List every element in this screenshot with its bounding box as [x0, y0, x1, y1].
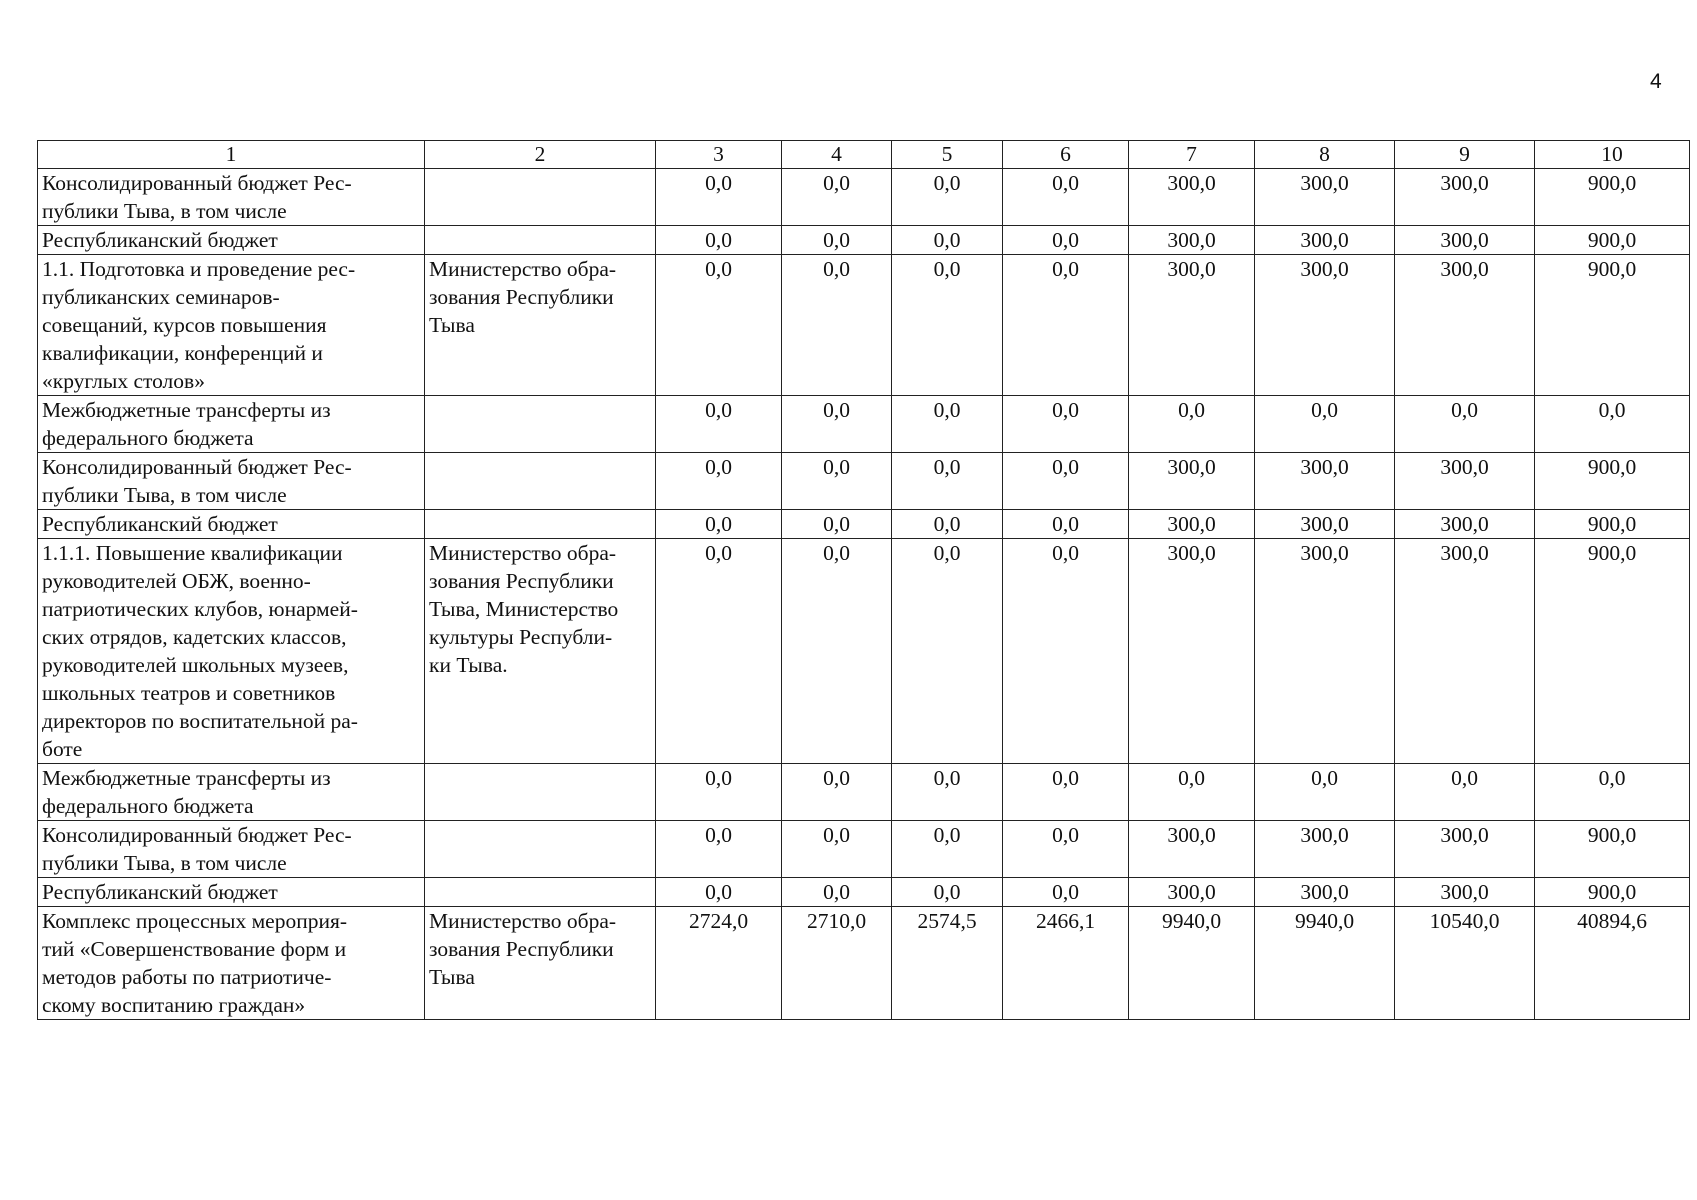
- value-cell-col-3: 0,0: [656, 396, 782, 453]
- value-cell-col-9: 300,0: [1395, 226, 1535, 255]
- value-cell-col-5: 0,0: [892, 255, 1003, 396]
- budget-table: [37, 140, 1690, 1020]
- value-cell-col-10: 900,0: [1535, 169, 1690, 226]
- value-cell-col-8: 300,0: [1255, 821, 1395, 878]
- table-row: [38, 878, 1690, 907]
- value-cell-col-10: 900,0: [1535, 226, 1690, 255]
- value-cell-col-3: 0,0: [656, 510, 782, 539]
- table-row: [38, 907, 1690, 1020]
- value-cell-col-7: 0,0: [1129, 764, 1255, 821]
- value-cell-col-6: 0,0: [1003, 255, 1129, 396]
- row-name-cell: Консолидированный бюджет Рес- публики Тыва, в том числе: [38, 821, 425, 878]
- value-cell-col-10: 900,0: [1535, 453, 1690, 510]
- value-cell-col-9: 300,0: [1395, 821, 1535, 878]
- responsible-cell: [425, 764, 656, 821]
- value-cell-col-3: 0,0: [656, 878, 782, 907]
- value-cell-col-10: 900,0: [1535, 510, 1690, 539]
- value-cell-col-9: 300,0: [1395, 510, 1535, 539]
- value-cell-col-3: 0,0: [656, 821, 782, 878]
- value-cell-col-6: 0,0: [1003, 764, 1129, 821]
- table-row: [38, 764, 1690, 821]
- value-cell-col-9: 0,0: [1395, 764, 1535, 821]
- value-cell-col-8: 0,0: [1255, 764, 1395, 821]
- value-cell-col-3: 0,0: [656, 255, 782, 396]
- column-header-6: 6: [1003, 141, 1129, 169]
- row-name-cell: 1.1. Подготовка и проведение рес- публиканских семинаров- совещаний, курсов повышения квалификации, конференций и «круглых столов»: [38, 255, 425, 396]
- value-cell-col-6: 0,0: [1003, 396, 1129, 453]
- responsible-cell: Министерство обра- зования Республики Тыва, Министерство культуры Республи- ки Тыва.: [425, 539, 656, 764]
- value-cell-col-4: 0,0: [782, 539, 892, 764]
- value-cell-col-9: 0,0: [1395, 396, 1535, 453]
- column-header-3: 3: [656, 141, 782, 169]
- value-cell-col-8: 300,0: [1255, 878, 1395, 907]
- value-cell-col-3: 2724,0: [656, 907, 782, 1020]
- responsible-cell: [425, 878, 656, 907]
- responsible-cell: [425, 821, 656, 878]
- value-cell-col-4: 0,0: [782, 169, 892, 226]
- value-cell-col-9: 10540,0: [1395, 907, 1535, 1020]
- value-cell-col-7: 300,0: [1129, 510, 1255, 539]
- value-cell-col-5: 0,0: [892, 226, 1003, 255]
- table-row: [38, 255, 1690, 396]
- responsible-cell: Министерство обра- зования Республики Тыва: [425, 907, 656, 1020]
- value-cell-col-8: 9940,0: [1255, 907, 1395, 1020]
- value-cell-col-8: 0,0: [1255, 396, 1395, 453]
- row-name-cell: Республиканский бюджет: [38, 226, 425, 255]
- value-cell-col-7: 300,0: [1129, 878, 1255, 907]
- value-cell-col-10: 900,0: [1535, 878, 1690, 907]
- row-name-cell: Межбюджетные трансферты из федерального бюджета: [38, 396, 425, 453]
- value-cell-col-10: 900,0: [1535, 821, 1690, 878]
- row-name-cell: 1.1.1. Повышение квалификации руководителей ОБЖ, военно- патриотических клубов, юнармей- ских отрядов, кадетских классов, руководителей школьных музеев, школьных театров и советников директоров по воспитательной ра- боте: [38, 539, 425, 764]
- value-cell-col-4: 2710,0: [782, 907, 892, 1020]
- value-cell-col-3: 0,0: [656, 226, 782, 255]
- value-cell-col-4: 0,0: [782, 453, 892, 510]
- row-name-cell: Межбюджетные трансферты из федерального бюджета: [38, 764, 425, 821]
- column-header-2: 2: [425, 141, 656, 169]
- column-header-7: 7: [1129, 141, 1255, 169]
- responsible-cell: [425, 453, 656, 510]
- table-row: [38, 821, 1690, 878]
- value-cell-col-5: 0,0: [892, 539, 1003, 764]
- value-cell-col-6: 0,0: [1003, 878, 1129, 907]
- column-header-9: 9: [1395, 141, 1535, 169]
- value-cell-col-7: 9940,0: [1129, 907, 1255, 1020]
- value-cell-col-6: 0,0: [1003, 169, 1129, 226]
- row-name-cell: Консолидированный бюджет Рес- публики Тыва, в том числе: [38, 169, 425, 226]
- header-row: [38, 141, 1690, 169]
- value-cell-col-7: 0,0: [1129, 396, 1255, 453]
- value-cell-col-5: 0,0: [892, 878, 1003, 907]
- value-cell-col-4: 0,0: [782, 510, 892, 539]
- row-name-cell: Республиканский бюджет: [38, 510, 425, 539]
- value-cell-col-8: 300,0: [1255, 255, 1395, 396]
- value-cell-col-3: 0,0: [656, 539, 782, 764]
- row-name-cell: Республиканский бюджет: [38, 878, 425, 907]
- value-cell-col-8: 300,0: [1255, 453, 1395, 510]
- value-cell-col-8: 300,0: [1255, 169, 1395, 226]
- value-cell-col-9: 300,0: [1395, 539, 1535, 764]
- value-cell-col-5: 0,0: [892, 169, 1003, 226]
- value-cell-col-3: 0,0: [656, 453, 782, 510]
- value-cell-col-7: 300,0: [1129, 821, 1255, 878]
- value-cell-col-3: 0,0: [656, 764, 782, 821]
- value-cell-col-7: 300,0: [1129, 255, 1255, 396]
- value-cell-col-4: 0,0: [782, 878, 892, 907]
- responsible-cell: [425, 510, 656, 539]
- value-cell-col-10: 900,0: [1535, 255, 1690, 396]
- table-row: [38, 510, 1690, 539]
- value-cell-col-10: 0,0: [1535, 764, 1690, 821]
- page-number: 4: [1650, 70, 1662, 93]
- value-cell-col-8: 300,0: [1255, 226, 1395, 255]
- value-cell-col-5: 2574,5: [892, 907, 1003, 1020]
- value-cell-col-6: 0,0: [1003, 539, 1129, 764]
- value-cell-col-4: 0,0: [782, 255, 892, 396]
- value-cell-col-3: 0,0: [656, 169, 782, 226]
- value-cell-col-9: 300,0: [1395, 453, 1535, 510]
- value-cell-col-5: 0,0: [892, 396, 1003, 453]
- value-cell-col-5: 0,0: [892, 510, 1003, 539]
- value-cell-col-7: 300,0: [1129, 226, 1255, 255]
- value-cell-col-7: 300,0: [1129, 539, 1255, 764]
- table-row: [38, 453, 1690, 510]
- responsible-cell: [425, 169, 656, 226]
- value-cell-col-4: 0,0: [782, 226, 892, 255]
- column-header-1: 1: [38, 141, 425, 169]
- value-cell-col-5: 0,0: [892, 764, 1003, 821]
- column-header-4: 4: [782, 141, 892, 169]
- value-cell-col-9: 300,0: [1395, 255, 1535, 396]
- table-row: [38, 396, 1690, 453]
- responsible-cell: Министерство обра- зования Республики Тыва: [425, 255, 656, 396]
- table-row: [38, 169, 1690, 226]
- value-cell-col-4: 0,0: [782, 396, 892, 453]
- value-cell-col-6: 0,0: [1003, 453, 1129, 510]
- value-cell-col-6: 0,0: [1003, 226, 1129, 255]
- value-cell-col-9: 300,0: [1395, 878, 1535, 907]
- value-cell-col-10: 0,0: [1535, 396, 1690, 453]
- value-cell-col-7: 300,0: [1129, 453, 1255, 510]
- value-cell-col-8: 300,0: [1255, 510, 1395, 539]
- value-cell-col-4: 0,0: [782, 764, 892, 821]
- table-row: [38, 226, 1690, 255]
- value-cell-col-5: 0,0: [892, 453, 1003, 510]
- value-cell-col-6: 2466,1: [1003, 907, 1129, 1020]
- column-header-10: 10: [1535, 141, 1690, 169]
- row-name-cell: Комплекс процессных мероприя- тий «Совершенствование форм и методов работы по патриотиче- скому воспитанию граждан»: [38, 907, 425, 1020]
- table-row: [38, 539, 1690, 764]
- value-cell-col-10: 40894,6: [1535, 907, 1690, 1020]
- value-cell-col-5: 0,0: [892, 821, 1003, 878]
- value-cell-col-6: 0,0: [1003, 510, 1129, 539]
- column-header-5: 5: [892, 141, 1003, 169]
- value-cell-col-10: 900,0: [1535, 539, 1690, 764]
- column-header-8: 8: [1255, 141, 1395, 169]
- value-cell-col-7: 300,0: [1129, 169, 1255, 226]
- responsible-cell: [425, 226, 656, 255]
- value-cell-col-8: 300,0: [1255, 539, 1395, 764]
- responsible-cell: [425, 396, 656, 453]
- value-cell-col-4: 0,0: [782, 821, 892, 878]
- table-body: [38, 169, 1690, 1020]
- row-name-cell: Консолидированный бюджет Рес- публики Тыва, в том числе: [38, 453, 425, 510]
- value-cell-col-9: 300,0: [1395, 169, 1535, 226]
- value-cell-col-6: 0,0: [1003, 821, 1129, 878]
